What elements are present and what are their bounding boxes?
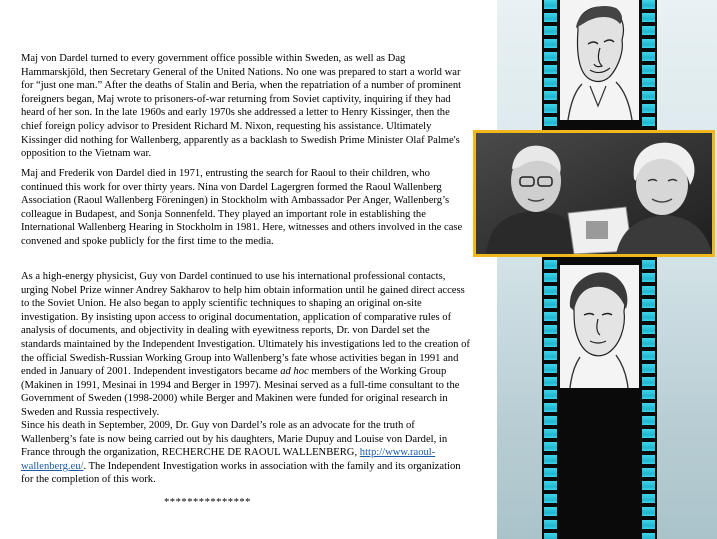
couple-photo [473,130,715,257]
film-strip-panel [497,0,717,539]
caricature-top-image [560,0,639,120]
paragraph-von-dardel-children: Maj and Frederik von Dardel died in 1971, entrusting the search for Raoul to their children, who continued this work for over thirty years. Nina von Dardel Lagergren formed the Raoul Wallenberg Association (Raoul Wallenberg Föreningen) in Stockholm with Ambassador Per Anger, Wallenberg’s colleague in Budapest, and Sonja Sonnenfeld. They played an important role in establishing the International Wallenberg Hearing in Stockholm in 1981. Here, witnesses and others involved in the case convened and spoke publicly for the first time to the media. [21,168,463,247]
paragraph-since-his-death-part1: Since his death in September, 2009, Dr. Guy von Dardel’s role as an advocate for the truth of Wallenberg’s fate is now being carried out by his daughters, Marie Dupuy and Louise von Dardel, in France through the organization, RECHERCHE DE RAOUL WALLENBERG, [21,420,448,459]
empty-film-frame [560,395,639,539]
paragraph-guy-von-dardel-part1: As a high-energy physicist, Guy von Dardel continued to use his international professional contacts, urging Nobel Prize winner Andrey Sakharov to help him obtain information until he gained direct access to the Soviet Union. He also began to apply scientific techniques to shaping an original on-site investigation. By insisting upon access to original documentation, application of comparative rules of analysis of documents, and objectivity in dealing with eyewitness reports, Dr. von Dardel set the standards maintained by the Independent Investigation. Ultimately his investigations led to the creation of the official Swedish-Russian Working Group into Wallenberg’s fate whose activities began in 1991 and ended in January of 2001. Independent investigators became [21,271,470,378]
film-sprocket-holes-right [642,0,655,539]
film-sprocket-holes-left [544,0,557,539]
caricature-bottom-image [560,265,639,388]
raoul-wallenberg-link[interactable]: http://www.raoul-wallenberg.eu/ [21,447,436,472]
paragraph-guy-von-dardel [21,270,471,420]
paragraph-guy-von-dardel-part2: members of the Working Group (Makinen in 1991, Mesinai in 1994 and Berger in 1997). Mesinai served as a full-time consultant to the Government of Sweden (1998-2000) while Berger and Makinen were funded for original research in Sweden and Russia respectively. [21,366,460,418]
film-strip [542,0,657,539]
paragraph-since-his-death [21,419,471,487]
ad-hoc-emphasis: ad hoc [280,366,309,378]
paragraph-maj-von-dardel: Maj von Dardel turned to every government office possible within Sweden, as well as Dag Hammarskjöld, then Secretary General of the United Nations. No one was prepared to start a world war for “just one man.” After the deaths of Stalin and Beria, when the repatriation of a number of prominent foreigners began, Maj wrote to prisoners-of-war returning from Soviet captivity, inquiring if they had heard of her son. In the late 1960s and early 1970s she addressed a letter to Henry Kissinger, then the chief foreign policy advisor to President Richard M. Nixon, requesting his assistance. Ultimately Kissinger did nothing for Wallenberg, apparently as a backlash to Swedish Prime Minister Olaf Palme's opposition to the Vietnam war. [21,53,462,160]
section-divider-stars: *************** [164,497,251,508]
paragraph-since-his-death-part2: . The Independent Investigation works in association with the family and its organization for the completion of this work. [21,460,461,486]
